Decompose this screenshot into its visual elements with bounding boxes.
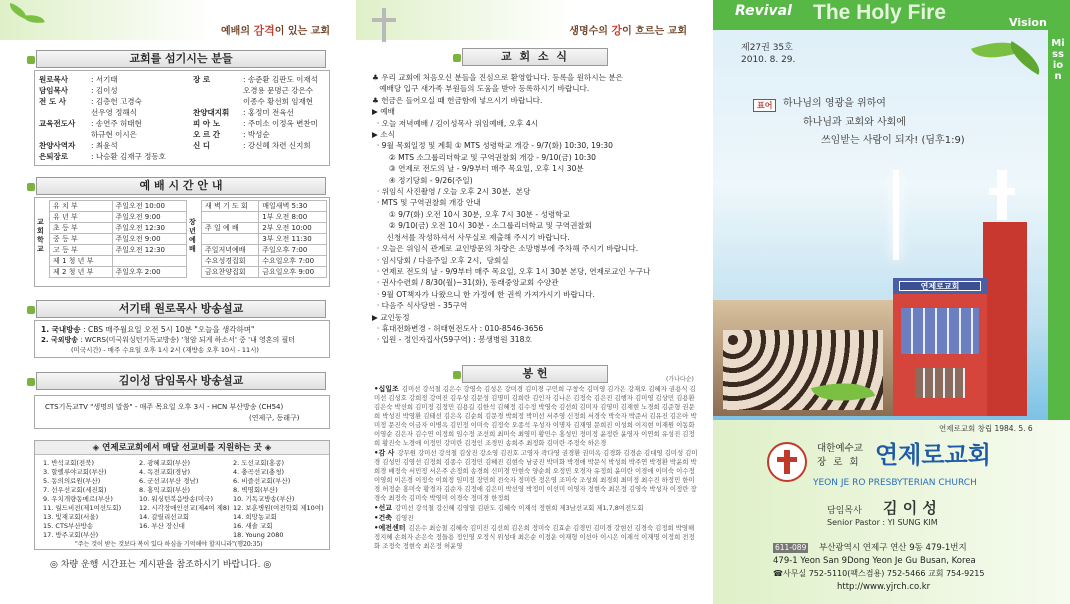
worship-dept: 제 2 청 년 부 — [50, 267, 113, 278]
church-sign: 연제로교회 — [899, 281, 981, 291]
news-item: · 휴대전화변경 - 허태현전도사 : 010-8546-3656 — [372, 323, 544, 333]
denomination-line1: 대한예수교 — [817, 443, 863, 454]
missions-col2 — [139, 459, 230, 531]
news-item: ① 9/7(화) 오전 10시 30분, 오후 7시 30분 - 성령학교 — [372, 209, 570, 219]
missions-box — [34, 440, 330, 550]
mission-item: 15. CTS부산방송 — [43, 522, 94, 530]
news-item: · MTS 및 구역권찰회 개강 안내 — [372, 198, 481, 208]
worship-service — [202, 234, 259, 245]
worship-dept: 초 등 부 — [50, 223, 113, 234]
worship-service-time: 매일새벽 5:30 — [259, 201, 327, 212]
address-kr: 부산광역시 연제구 연산 9동 479-1번지 — [819, 543, 967, 553]
servant-role: 교육전도사 — [39, 119, 76, 128]
mission-item: 11. 월드비전(제1여선도회) — [43, 504, 122, 512]
mission-item: 6. 군선교(부산 경남) — [139, 477, 199, 485]
news-item: · 임시당회 / 다음주일 오후 2시, 당회실 — [372, 255, 509, 265]
servant-row — [193, 129, 318, 140]
banner-mission: Mission — [1051, 38, 1065, 82]
news-item: · 오늘은 위임식 관계로 교인방문의 차량은 소망병부에 주차해 주시기 바랍니다. — [372, 244, 639, 254]
mission-item: 10. 워싱턴복음방송(미국) — [139, 495, 213, 503]
offering-section — [374, 449, 700, 503]
servant-row — [39, 129, 166, 140]
servant-names: : 서기태 — [91, 75, 118, 84]
offering-section — [374, 504, 700, 513]
servants-box — [34, 70, 330, 166]
offering-label: •십일조 — [374, 385, 399, 393]
news-item: ▶ 교인동정 — [372, 312, 410, 322]
servant-row — [193, 140, 318, 151]
mission-item: 17. 방주교회(부산) — [43, 531, 99, 539]
servant-role: 원로목사 — [39, 75, 68, 84]
worship-row — [50, 201, 187, 212]
servant-role: 피 아 노 — [193, 119, 220, 128]
news-item: · 오늘 저녁예배 / 김이성목사 위임예배, 오후 4시 — [372, 118, 538, 128]
servant-role: 전 도 사 — [39, 97, 66, 106]
banner-revival: Revival — [735, 3, 792, 19]
worship-side-label: 교회학교 — [37, 218, 44, 253]
mission-item: 18. Young 2080 — [233, 531, 284, 539]
news-item: · 권사수련회 / 8/30(월)~31(화), 동래중앙교회 수양관 — [372, 278, 559, 288]
broadcast2-title: 김이성 담임목사 방송설교 — [36, 372, 326, 390]
servant-row — [193, 74, 318, 85]
worship-time: 주일오후 2:00 — [112, 267, 186, 278]
offering-names: 김미선 강석철 김은수 강영숙 김성은 강미경 김미경 구민희 구창숙 김미영 김가은 강재오 김혜자 권용식 김미선 김성호 강희정 강여진 김우성 김문성 김명미 김희란 김인자 김나은 김정숙 김은진 김행자 김미영 김상민 김용환 김은숙 박선희 김미정 김정민 김용길 김한석 김혜정 김수정 박영숙 김선희 김미자 김영미 김재현 노경희 김준형 권문희 박성진 박영환 김태선 김은옥 김순희 김문경 박희정 박미선 서주영 신정희 서경숙 박숙자 박준서 김유진 김은아 박미정 문진숙 이금자 이병옥 김민정 이미숙 김정숙 오종석 우성자 이명자 김재영 문희진 이성희 이지현 이재원 이동화 이영순 김은자 김수연 이정희 임수정 조선희 최미숙 최영미 황민수 홍성민 정미정 윤정란 윤영자 이연희 유성진 김정희 황진숙 노경애 이정민 강미란 김정인 조경민 송희주 최정화 김미란 주정숙 하은경 — [374, 385, 697, 447]
mission-item: 13. 빛재교회(서울) — [43, 513, 99, 521]
worship-row — [50, 256, 187, 267]
mission-item: 5. 동의의료원(부산) — [43, 477, 101, 485]
mission-item: 2. 광혜교회(부산) — [139, 459, 191, 467]
servants-left-list — [39, 74, 166, 162]
offering-section — [374, 385, 700, 448]
worship-time: 주일오전 12:30 — [112, 245, 186, 256]
worship-time: 주일오전 12:30 — [112, 223, 186, 234]
news-item: · 입원 - 정인자집사(59구역) : 봉생병원 318호 — [372, 335, 532, 345]
congregation-photo — [713, 300, 893, 416]
motto-line3: 쓰임받는 사람이 되자! (딤후1:9) — [821, 135, 965, 146]
worship-service-time: 수요일오후 7:00 — [259, 256, 327, 267]
news-item: ④ 정기당회 - 9/26(주일) — [372, 175, 473, 185]
founded-date: 연제로교회 창립 1984. 5. 6 — [939, 424, 1033, 433]
servant-names: 하규현 이시은 — [91, 130, 137, 139]
servant-role: 담임목사 — [39, 86, 68, 95]
motto-line2: 하나님과 교회와 사회에 — [803, 117, 906, 128]
offering-names: 김영진 — [395, 514, 414, 522]
offering-label: •감 사 — [374, 449, 395, 457]
church-name: 연제로교회 — [875, 440, 991, 469]
offering-list — [374, 385, 700, 597]
servant-row — [193, 96, 318, 107]
offering-label: •선교 — [374, 504, 392, 512]
worship-row-adult — [202, 234, 327, 245]
worship-service-time: 주일오후 7:00 — [259, 245, 327, 256]
servants-right-list — [193, 74, 318, 151]
news-list — [372, 72, 702, 346]
missions-title: ◈ 연제로교회에서 매달 선교비를 지원하는 곳 ◈ — [35, 441, 329, 455]
mission-item: 6. 비즐선교회(부산) — [233, 477, 291, 485]
worship-table-box — [34, 197, 330, 287]
servant-names: : 김이성 — [91, 86, 118, 95]
denomination-line2: 장 로 회 — [817, 457, 861, 468]
worship-time — [112, 256, 186, 267]
worship-service-time: 2부 오전 10:00 — [259, 223, 327, 234]
news-item: ▶ 소식 — [372, 130, 395, 140]
worship-dept: 고 등 부 — [50, 245, 113, 256]
zip-code: 611-089 — [775, 543, 807, 552]
worship-table-right — [201, 200, 327, 278]
mission-item: 9. 우치개량동메르(부산) — [43, 495, 113, 503]
church-building — [893, 278, 987, 416]
servant-row — [39, 74, 166, 85]
vehicle-notice: ◎ 차량 운행 시간표는 게시판을 참조하시기 바랍니다. ◎ — [50, 560, 272, 570]
servant-names: : 강신혜 차련 신지희 — [243, 141, 311, 150]
worship-row-adult — [202, 267, 327, 278]
motto-label: 표어 — [753, 99, 776, 112]
mission-item: 12. 시각장애인선교(제4여 제8) — [139, 504, 230, 512]
offering-names: 강미선 강석철 강신혜 김영열 김판도 김혜숙 이재석 정현희 제3남선교회 제1,7,8여전도회 — [395, 504, 644, 512]
worship-service: 금요찬양집회 — [202, 267, 259, 278]
servant-names: : 나승환 김재구 정동호 — [91, 152, 166, 161]
mission-item: 4. 충곡선교(충청) — [233, 468, 285, 476]
offering-title: 봉 헌 — [462, 365, 608, 383]
news-item: ▶ 예배 — [372, 107, 395, 117]
motto-line1: 하나님의 영광을 위하여 — [783, 98, 886, 109]
servant-row — [39, 151, 166, 162]
cover-panel — [713, 0, 1070, 604]
missions-col1 — [43, 459, 121, 540]
news-item: · 다음주 식사당번 - 35구역 — [372, 301, 468, 311]
offering-label: •건축 — [374, 514, 392, 522]
servant-row — [39, 85, 166, 96]
panel1-motto: 예배의 감격이 있는 교회 — [221, 24, 330, 37]
servant-row — [193, 85, 318, 96]
mission-item: 1. 반석교회(전북) — [43, 459, 95, 467]
worship-row — [50, 234, 187, 245]
worship-dept: 유 년 부 — [50, 212, 113, 223]
offering-label: •예전센터 — [374, 524, 406, 532]
worship-row-adult — [202, 212, 327, 223]
worship-title: 예 배 시 간 안 내 — [36, 177, 326, 195]
servant-names: : 주미소 이정옥 변찬미 — [243, 119, 318, 128]
servant-row — [39, 107, 166, 118]
news-item: · 연제로 전도의 날 - 9/9부터 매주 목요일, 오후 1시 30분 본당, 연제로교인 누구나 — [372, 266, 651, 276]
left-panel — [0, 0, 356, 604]
news-item: · 9월 목회일정 및 계획 ① MTS 성령학교 개강 - 9/7(화) 10:30, 19:30 — [372, 141, 613, 151]
servant-names: : 김층헌 고경숙 — [91, 97, 142, 106]
volume-number: 제27권 35호 — [741, 43, 793, 53]
worship-service — [202, 212, 259, 223]
servant-row — [39, 118, 166, 129]
servant-role: 오 르 간 — [193, 130, 220, 139]
mission-item: 8. 벽명회(부산) — [233, 486, 278, 494]
servant-row — [193, 107, 318, 118]
worship-row-adult — [202, 245, 327, 256]
worship-row — [50, 267, 187, 278]
worship-service-time: 금요일오후 9:00 — [259, 267, 327, 278]
mission-item: 12. 보훈병원(여전학회 제10여) — [233, 504, 324, 512]
worship-side-label-adult: 장년예배 — [189, 218, 196, 253]
website-url[interactable]: http://www.yjrch.co.kr — [837, 582, 931, 592]
servant-row — [39, 140, 166, 151]
middle-panel — [356, 0, 713, 604]
servant-names: : 최윤석 — [91, 141, 118, 150]
banner-vision: Vision — [1009, 16, 1047, 29]
missions-quote: "주는 것이 받는 것보다 복이 있다 하심을 기억해야 할지니라"(행20:35) — [75, 541, 263, 548]
worship-service: 수요성경집회 — [202, 256, 259, 267]
news-item: 예배당 입구 새가족 부원들의 도움을 받아 등록하시기 바랍니다. — [372, 84, 590, 94]
servant-role: 장 로 — [193, 75, 211, 84]
worship-service: 주일저녁예배 — [202, 245, 259, 256]
cross-icon — [997, 170, 1007, 220]
worship-dept: 제 1 청 년 부 — [50, 256, 113, 267]
servant-row — [39, 96, 166, 107]
phone-numbers: ☎사무실 752-5110(팩스겸용) 752-5466 교회 754-9215 — [773, 569, 985, 578]
news-item: · 위임식 사진촬영 / 오늘 오후 2시 30분, 본당 — [372, 187, 531, 197]
worship-time: 주일오전 10:00 — [112, 201, 186, 212]
worship-service: 주 일 예 배 — [202, 223, 259, 234]
mission-item: 10. 기독교방송(부산) — [233, 495, 295, 503]
worship-row-adult — [202, 223, 327, 234]
servant-names: : 박성순 — [243, 130, 270, 139]
address-en: 479-1 Yeon San 9Dong Yeon Je Gu Busan, Korea — [773, 556, 976, 566]
worship-row-adult — [202, 256, 327, 267]
servant-names: : 송준환 김판도 이재석 — [243, 75, 318, 84]
offering-note: (가나다순) — [666, 376, 694, 383]
offering-names: 강무원 강미선 강석철 김상진 강소영 김진호 고영자 곽다영 권경환 권미옥 김경화 김경순 김대영 김미성 김미경 김성민 김영선 김정희 김종수 김정민 김혜진 김현숙 남궁진 박미화 박경애 박문식 박성희 박주연 박경환 박윤희 박희경 배정숙 서민정 서은주 손정희 송경희 신미경 안현숙 양순희 오정민 오경자 유정희 윤미란 이경애 이미숙 이수정 이영희 이은경 이정숙 이희정 임미정 장민희 전숙자 정미란 정은영 조미숙 조성희 최경희 최미정 최수진 하정민 한미경 허정순 홍미숙 황경자 김순자 김정애 김은미 박선영 박정미 이선미 이영자 정현숙 최은정 김영숙 박성자 이정란 장경숙 최정숙 김미숙 박영미 이경숙 정미경 한정희 — [374, 449, 698, 502]
worship-dept: 중 등 부 — [50, 234, 113, 245]
news-item: ② 9/10(금) 오전 10시 30분 - 소그룹리더학교 및 구역권찰회 — [372, 221, 593, 231]
mission-item: 16. 새솔 교회 — [233, 522, 273, 530]
servant-names: 선우영 정해식 — [91, 108, 137, 117]
mission-item: 16. 부산 장신대 — [139, 522, 185, 530]
missions-col3 — [233, 459, 324, 540]
worship-service-time: 1부 오전 8:00 — [259, 212, 327, 223]
broadcast1-box: 1. 국내방송 : CBS 매주월요일 오전 5시 10분 "오늘을 생각하며" 2. 국외방송 : WCRS(미국워싱턴기독교방송) '청암 되게 하소서' 중 '내 영혼의 필터 (미국시간) - 매주 수요일 오후 1시 2시 (재방송 오후 10시 - 11시) — [34, 320, 330, 358]
servant-names: 오경용 문명근 강은수 — [243, 86, 313, 95]
offering-names: 김은수 최승철 김혜숙 김미진 김선희 김은희 정미숙 김효순 김경민 김미경 강현선 김경숙 김정희 박영해 정지혜 손희자 손은숙 정들용 정인영 오정식 위성대 최은순 이정운 이재형 이선아 이시은 이재석 이재명 이정희 전정화 조정숙 정현숙 최은정 허윤영 — [374, 524, 695, 550]
worship-dept: 유 치 부 — [50, 201, 113, 212]
church-tower — [983, 222, 1027, 416]
mission-item: 14. 갈릴리선교회 — [139, 513, 190, 521]
panel2-motto: 생명수의 강이 흐르는 교회 — [569, 24, 687, 37]
offering-section — [374, 524, 700, 551]
servant-role: 찬양사역자 — [39, 141, 76, 150]
worship-table-left — [49, 200, 187, 278]
worship-row-adult — [202, 201, 327, 212]
mission-item: 4. 독전교회(경남) — [139, 468, 191, 476]
broadcast1-title: 서기태 원로목사 방송설교 — [36, 300, 326, 318]
worship-row — [50, 245, 187, 256]
worship-service: 새 벽 기 도 회 — [202, 201, 259, 212]
news-item: ③ 연제로 전도의 날 - 9/9부터 매주 목요일, 오후 1시 30분 — [372, 164, 584, 174]
servants-title: 교회를 섬기시는 분들 — [36, 50, 326, 68]
news-title: 교 회 소 식 — [462, 48, 608, 66]
mission-item: 3. 할렐루야교회(부산) — [43, 468, 107, 476]
issue-date: 2010. 8. 29. — [741, 55, 796, 65]
servant-names: 이종수 황선희 임재현 — [243, 97, 313, 106]
news-item: ♣ 헌금은 들어오실 때 헌금함에 넣으시기 바랍니다. — [372, 95, 543, 105]
servant-role: 찬양대지휘 — [193, 108, 230, 117]
worship-time: 주일오전 9:00 — [112, 234, 186, 245]
offering-section — [374, 514, 700, 523]
servant-row — [193, 118, 318, 129]
pastor-label: 담임목사 — [827, 506, 862, 516]
news-item: · 9월 OT책자가 나왔으니 한 가정에 한 권씩 가져가시기 바랍니다. — [372, 289, 595, 299]
mission-item: 8. 홍익교회(부산) — [139, 486, 191, 494]
servant-names: : 송연주 허태현 — [91, 119, 142, 128]
servant-role: 은퇴장로 — [39, 152, 68, 161]
worship-service-time: 3부 오전 11:30 — [259, 234, 327, 245]
pastor-name-en: Senior Pastor : YI SUNG KIM — [827, 518, 938, 527]
worship-row — [50, 223, 187, 234]
mission-item: 7. 선우선교회(세진회) — [43, 486, 107, 494]
worship-time: 주일오전 9:00 — [112, 212, 186, 223]
news-item: 신청서를 작성하셔서 사무실로 제출해 주시기 바랍니다. — [372, 232, 570, 242]
mission-item: 14. 희망농교회 — [233, 513, 277, 521]
broadcast2-box: CTS기독교TV "생명의 말씀" - 매주 목요일 오후 3시 - HCN 부산방송 (CH54) (연제구, 동래구) — [34, 395, 330, 429]
light-beam — [893, 170, 899, 260]
servant-role: 신 디 — [193, 141, 211, 150]
church-logo — [767, 442, 807, 482]
news-item: ♣ 우리 교회에 처음오신 분들을 진심으로 환영합니다. 등록을 원하시는 분은 — [372, 73, 624, 82]
worship-row — [50, 212, 187, 223]
pastor-name: 김 이 성 — [883, 499, 937, 517]
cross-icon — [370, 8, 398, 42]
church-name-en: YEON JE RO PRESBYTERIAN CHURCH — [813, 478, 977, 488]
news-item: ② MTS 소그룹리더학교 및 구역권찰회 개강 - 9/10(금) 10:30 — [372, 152, 596, 162]
servant-names: : 홍정미 전육선 — [243, 108, 294, 117]
mission-item: 2. 도선교회(홍콩) — [233, 459, 285, 467]
banner-title: The Holy Fire — [813, 1, 947, 24]
